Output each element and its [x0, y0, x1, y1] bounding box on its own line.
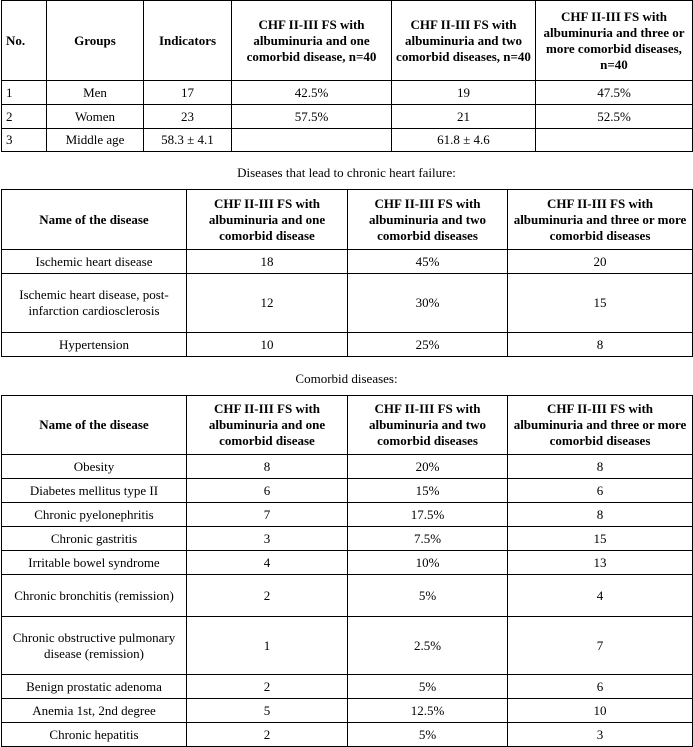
table-cell: 47.5% [536, 81, 693, 105]
table-header-row [2, 396, 693, 455]
table-cell: 5% [348, 575, 508, 617]
column-header-two-comorbid: CHF II-III FS with albuminuria and two comorbid diseases [348, 190, 508, 250]
column-header-disease-name: Name of the disease [2, 396, 187, 455]
table-row [2, 250, 693, 274]
table-cell: 7 [508, 617, 693, 675]
table-cell: 61.8 ± 4.6 [392, 129, 536, 152]
column-header-two-comorbid: CHF II-III FS with albuminuria and two comorbid diseases, n=40 [392, 1, 536, 81]
table-row [2, 105, 693, 129]
table-cell: 42.5% [232, 81, 392, 105]
table-cell: 8 [508, 503, 693, 527]
table-cell: Men [47, 81, 144, 105]
table-cell: 4 [508, 575, 693, 617]
table-cell: 30% [348, 274, 508, 333]
table-cell: 20 [508, 250, 693, 274]
table-cell: 17.5% [348, 503, 508, 527]
table-header-row [2, 190, 693, 250]
column-header-no: No. [2, 1, 47, 81]
column-header-one-comorbid: CHF II-III FS with albuminuria and one comorbid disease [187, 190, 348, 250]
table-cell: 52.5% [536, 105, 693, 129]
table-cell: 2 [187, 675, 348, 699]
table-row [2, 129, 693, 152]
table-cell: Benign prostatic adenoma [2, 675, 187, 699]
table-cell: Ischemic heart disease [2, 250, 187, 274]
table-cell: 12 [187, 274, 348, 333]
column-header-disease-name: Name of the disease [2, 190, 187, 250]
comorbid-diseases-table [1, 395, 693, 747]
table-row [2, 527, 693, 551]
table-cell [536, 129, 693, 152]
table-cell: Chronic gastritis [2, 527, 187, 551]
table-cell: 6 [187, 479, 348, 503]
table-cell: 2.5% [348, 617, 508, 675]
chf-causes-table [1, 189, 693, 357]
table-cell: 21 [392, 105, 536, 129]
table-cell: Chronic bronchitis (remission) [2, 575, 187, 617]
table-cell [232, 129, 392, 152]
table-cell: 5 [187, 699, 348, 723]
table-row [2, 274, 693, 333]
table-cell: 58.3 ± 4.1 [144, 129, 232, 152]
table-cell: 6 [508, 675, 693, 699]
table-cell: 19 [392, 81, 536, 105]
table-cell: 57.5% [232, 105, 392, 129]
table-cell: Diabetes mellitus type II [2, 479, 187, 503]
table-cell: 45% [348, 250, 508, 274]
table-row [2, 575, 693, 617]
table-row [2, 333, 693, 357]
table-cell: 2 [187, 575, 348, 617]
table-row [2, 503, 693, 527]
table-row [2, 617, 693, 675]
table-header-row [2, 1, 693, 81]
column-header-three-comorbid: CHF II-III FS with albuminuria and three or more comorbid diseases, n=40 [536, 1, 693, 81]
table-cell: 2 [2, 105, 47, 129]
column-header-three-comorbid: CHF II-III FS with albuminuria and three or more comorbid diseases [508, 190, 693, 250]
table-cell: 1 [187, 617, 348, 675]
section-caption-chf-causes: Diseases that lead to chronic heart failure: [237, 165, 456, 180]
table-cell: 10 [508, 699, 693, 723]
table-cell: 8 [508, 333, 693, 357]
table-row [2, 699, 693, 723]
table-cell: 4 [187, 551, 348, 575]
table-cell: 2 [187, 723, 348, 747]
table-cell: 8 [187, 455, 348, 479]
table-cell: 3 [508, 723, 693, 747]
table-cell: Chronic hepatitis [2, 723, 187, 747]
table-cell: 13 [508, 551, 693, 575]
table-cell: 7 [187, 503, 348, 527]
table-cell: 15% [348, 479, 508, 503]
table-cell: 10% [348, 551, 508, 575]
table-cell: 15 [508, 274, 693, 333]
column-header-one-comorbid: CHF II-III FS with albuminuria and one comorbid disease, n=40 [232, 1, 392, 81]
table-row [2, 675, 693, 699]
table-cell: Irritable bowel syndrome [2, 551, 187, 575]
column-header-indicators: Indicators [144, 1, 232, 81]
table-cell: 15 [508, 527, 693, 551]
table-cell: 12.5% [348, 699, 508, 723]
table-cell: Women [47, 105, 144, 129]
column-header-one-comorbid: CHF II-III FS with albuminuria and one comorbid disease [187, 396, 348, 455]
table-cell: 6 [508, 479, 693, 503]
table-cell: 25% [348, 333, 508, 357]
table-cell: Chronic obstructive pulmonary disease (remission) [2, 617, 187, 675]
table-cell: 8 [508, 455, 693, 479]
table-row [2, 479, 693, 503]
table-cell: 20% [348, 455, 508, 479]
table-cell: Anemia 1st, 2nd degree [2, 699, 187, 723]
table-row [2, 723, 693, 747]
table-cell: Chronic pyelonephritis [2, 503, 187, 527]
section-caption-comorbid: Comorbid diseases: [295, 371, 398, 386]
table-row [2, 81, 693, 105]
table-cell: Ischemic heart disease, post-infarction cardiosclerosis [2, 274, 187, 333]
table-cell: 17 [144, 81, 232, 105]
table-cell: Middle age [47, 129, 144, 152]
table-cell: 7.5% [348, 527, 508, 551]
table-cell: 1 [2, 81, 47, 105]
column-header-three-comorbid: CHF II-III FS with albuminuria and three or more comorbid diseases [508, 396, 693, 455]
column-header-two-comorbid: CHF II-III FS with albuminuria and two comorbid diseases [348, 396, 508, 455]
column-header-groups: Groups [47, 1, 144, 81]
table-cell: 5% [348, 723, 508, 747]
table-cell: 5% [348, 675, 508, 699]
table-cell: 18 [187, 250, 348, 274]
table-cell: 23 [144, 105, 232, 129]
table-row [2, 551, 693, 575]
table-cell: Hypertension [2, 333, 187, 357]
table-cell: 3 [187, 527, 348, 551]
table-row [2, 455, 693, 479]
table-cell: Obesity [2, 455, 187, 479]
table-cell: 3 [2, 129, 47, 152]
table-cell: 10 [187, 333, 348, 357]
demographics-table [1, 0, 693, 152]
